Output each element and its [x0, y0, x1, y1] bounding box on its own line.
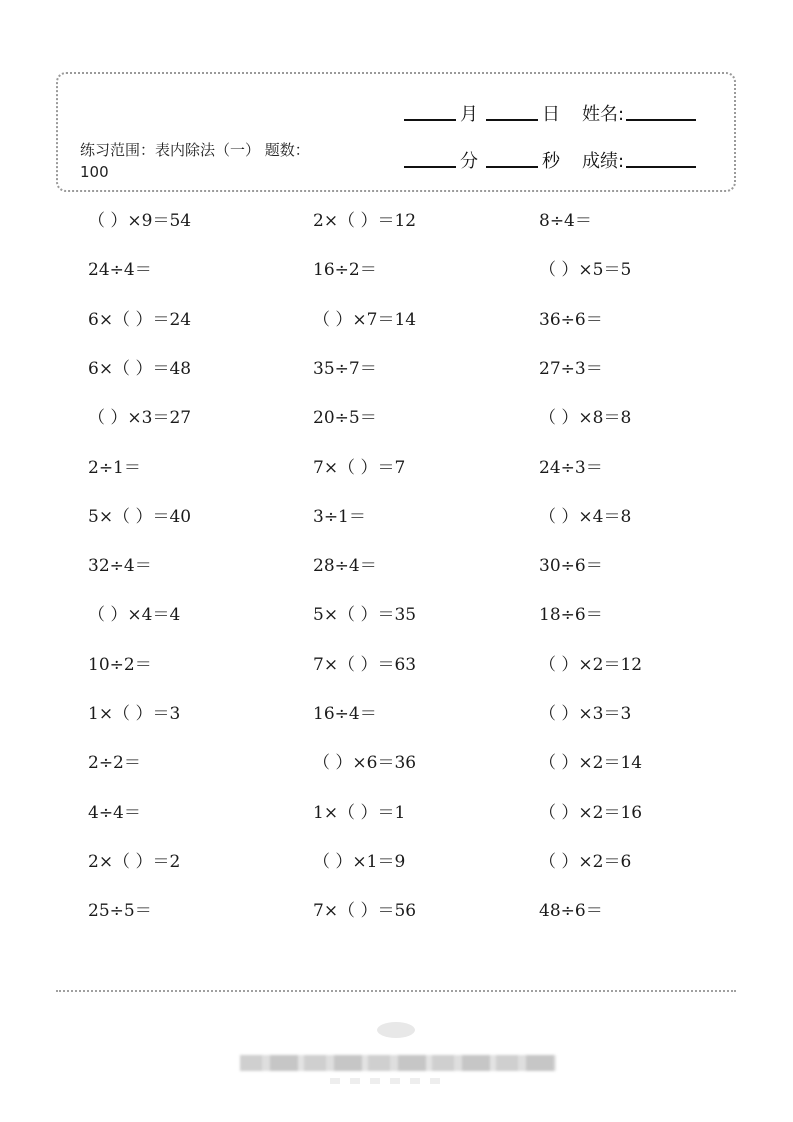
problem-item: 18÷6＝: [539, 605, 603, 625]
problem-item: 2÷2＝: [88, 753, 141, 773]
problem-item: （ ）×7＝14: [313, 310, 417, 330]
problem-item: （ ）×2＝12: [539, 655, 643, 675]
problem-item: 2÷1＝: [88, 458, 141, 478]
problem-item: 48÷6＝: [539, 901, 603, 921]
month-label: 月: [460, 104, 478, 125]
second-label: 秒: [542, 151, 560, 172]
problem-item: （ ）×2＝14: [539, 753, 643, 773]
problem-item: 20÷5＝: [313, 408, 377, 428]
problem-item: 5×（ ）＝40: [88, 507, 192, 527]
problem-item: 7×（ ）＝7: [313, 458, 406, 478]
blurred-footer-text: [240, 1055, 556, 1071]
name-label: 姓名:: [582, 104, 625, 125]
problem-item: 35÷7＝: [313, 359, 377, 379]
problem-item: 6×（ ）＝48: [88, 359, 192, 379]
problem-item: （ ）×3＝3: [539, 704, 632, 724]
problem-item: 10÷2＝: [88, 655, 152, 675]
problem-item: （ ）×2＝6: [539, 852, 632, 872]
problem-item: （ ）×6＝36: [313, 753, 417, 773]
problem-item: 28÷4＝: [313, 556, 377, 576]
problem-item: （ ）×1＝9: [313, 852, 406, 872]
problem-item: 8÷4＝: [539, 211, 592, 231]
problem-item: 24÷4＝: [88, 260, 152, 280]
problem-item: 25÷5＝: [88, 901, 152, 921]
blurred-footer-subtext: [330, 1078, 450, 1084]
day-label: 日: [542, 104, 560, 125]
problem-item: 3÷1＝: [313, 507, 366, 527]
problem-item: 27÷3＝: [539, 359, 603, 379]
problem-item: 1×（ ）＝3: [88, 704, 181, 724]
problem-item: 30÷6＝: [539, 556, 603, 576]
practice-range: 练习范围：表内除法（一） 题数：100: [80, 141, 310, 181]
problem-item: 7×（ ）＝56: [313, 901, 417, 921]
blurred-logo: [377, 1022, 415, 1038]
problem-item: （ ）×4＝4: [88, 605, 181, 625]
problem-item: 1×（ ）＝1: [313, 803, 406, 823]
score-label: 成绩:: [582, 151, 625, 172]
problem-item: （ ）×8＝8: [539, 408, 632, 428]
problem-item: （ ）×2＝16: [539, 803, 643, 823]
problem-item: （ ）×9＝54: [88, 211, 192, 231]
problem-item: 32÷4＝: [88, 556, 152, 576]
footer-divider: [56, 990, 736, 992]
problem-item: 36÷6＝: [539, 310, 603, 330]
problem-item: （ ）×4＝8: [539, 507, 632, 527]
problem-item: 6×（ ）＝24: [88, 310, 192, 330]
problem-item: 7×（ ）＝63: [313, 655, 417, 675]
minute-label: 分: [460, 151, 478, 172]
problem-item: （ ）×3＝27: [88, 408, 192, 428]
problem-item: 16÷2＝: [313, 260, 377, 280]
problem-item: 24÷3＝: [539, 458, 603, 478]
problem-item: 5×（ ）＝35: [313, 605, 417, 625]
problem-item: （ ）×5＝5: [539, 260, 632, 280]
problem-item: 2×（ ）＝12: [313, 211, 417, 231]
problem-item: 2×（ ）＝2: [88, 852, 181, 872]
problem-item: 4÷4＝: [88, 803, 141, 823]
problem-item: 16÷4＝: [313, 704, 377, 724]
